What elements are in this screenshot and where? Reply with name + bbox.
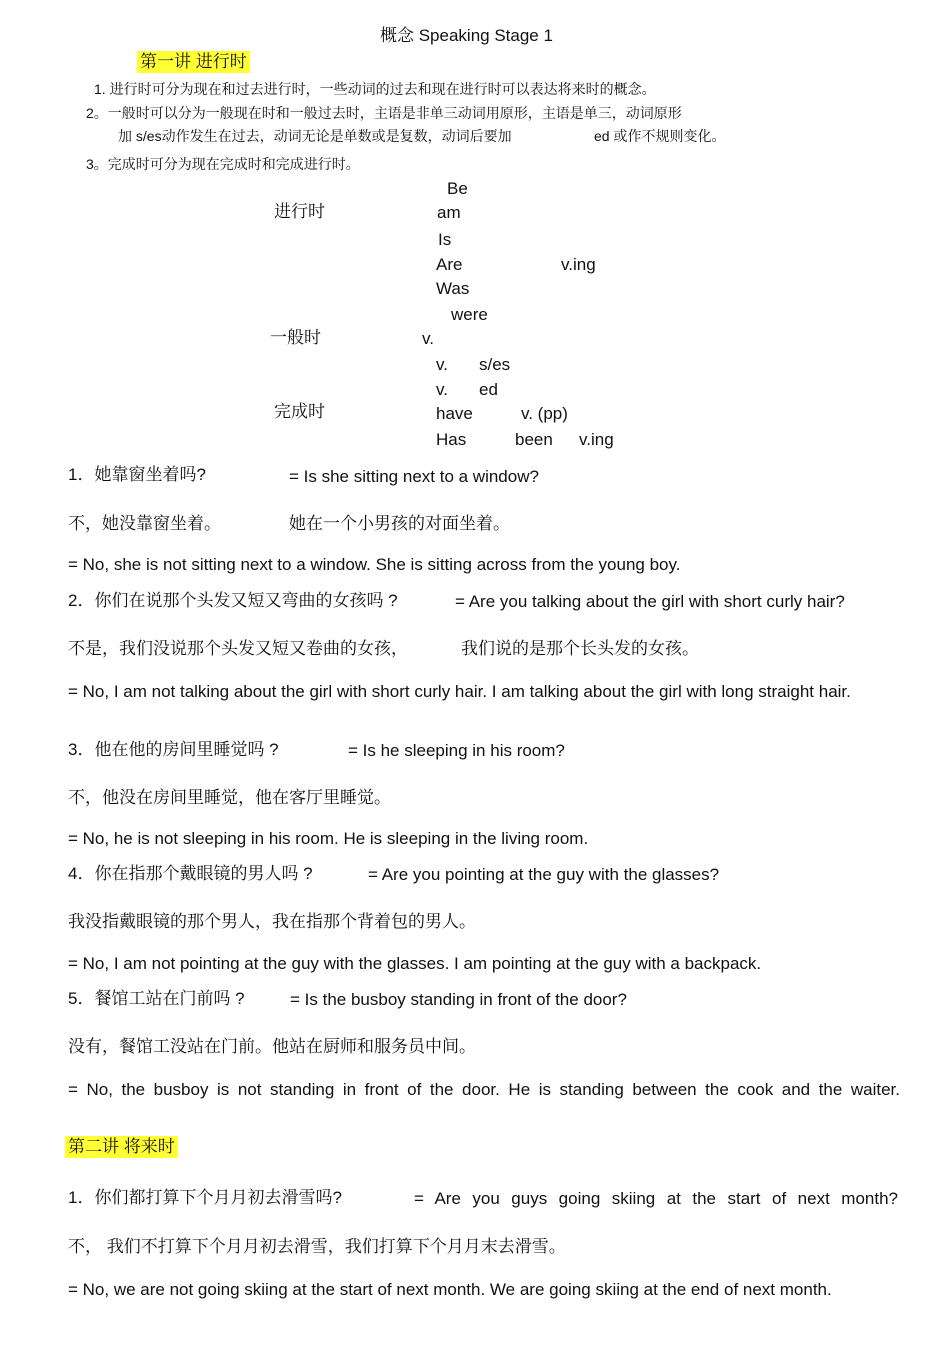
answer-5-cn: 没有，餐馆工没站在门前。他站在厨师和服务员中间。 [68,1037,476,1056]
table-v: v. [422,329,434,348]
table-was: Was [436,279,470,298]
answer-3-en: = No, he is not sleeping in his room. He is sleeping in the living room. [68,829,589,848]
answer-4-en: = No, I am not pointing at the guy with the glasses. I am pointing at the guy with a backpack. [68,954,762,973]
answer-4-cn: 我没指戴眼镜的那个男人，我在指那个背着包的男人。 [68,912,476,931]
question-4-cn: 4．你在指那个戴眼镜的男人吗 ? [68,864,313,883]
table-v-ed: v. [436,380,448,399]
table-been: been [515,430,553,449]
answer-2-cn-part2: 我们说的是那个长头发的女孩。 [461,639,699,658]
note-2-ending: ed 或作不规则变化。 [594,128,726,144]
question-3-cn: 3．他在他的房间里睡觉吗 ? [68,740,279,759]
l2-answer-1-cn: 不， 我们不打算下个月月初去滑雪，我们打算下个月月末去滑雪。 [68,1237,566,1256]
table-ving-2: v.ing [579,430,614,449]
answer-2-cn-part1: 不是，我们没说那个头发又短又卷曲的女孩， [68,639,408,658]
label-simple: 一般时 [270,328,321,347]
question-4-en: = Are you pointing at the guy with the glasses? [368,865,720,884]
note-2-continued: 加 s/es动作发生在过去，动词无论是单数或是复数，动词后要加 [118,128,512,144]
lecture-2-heading: 第二讲 将来时 [65,1136,178,1158]
table-ving: v.ing [561,255,596,274]
l2-answer-1-en: = No, we are not going skiing at the start of next month. We are going skiing at the end of next month. [68,1280,832,1299]
question-2-en: = Are you talking about the girl with short curly hair? [455,592,845,611]
note-1: 1. 进行时可分为现在和过去进行时，一些动词的过去和现在进行时可以表达将来时的概念。 [94,81,656,97]
table-is: Is [438,230,452,249]
label-perfect: 完成时 [274,402,325,421]
l2-question-1-cn: 1．你们都打算下个月月初去滑雪吗? [68,1188,342,1207]
question-1-en: = Is she sitting next to a window? [289,467,539,486]
table-ed: ed [479,380,498,399]
table-be: Be [447,179,468,198]
question-1-cn: 1．她靠窗坐着吗? [68,465,206,484]
table-have: have [436,404,473,423]
note-2: 2。一般时可以分为一般现在时和一般过去时，主语是非单三动词用原形，主语是单三，动词原形 [86,105,682,121]
table-v-ses: v. [436,355,448,374]
answer-1-cn-part1: 不，她没靠窗坐着。 [68,514,221,533]
l2-question-1-en: = Are you guys going skiing at the start of next month? [414,1189,898,1208]
answer-2-en: = No, I am not talking about the girl with short curly hair. I am talking about the girl with long straight hair. [68,682,851,701]
question-3-en: = Is he sleeping in his room? [348,741,565,760]
table-are: Are [436,255,463,274]
answer-5-en: = No, the busboy is not standing in front of the door. He is standing between the cook and the waiter. [68,1080,900,1099]
table-vpp: v. (pp) [521,404,568,423]
note-3: 3。完成时可分为现在完成时和完成进行时。 [86,156,360,172]
answer-1-cn-part2: 她在一个小男孩的对面坐着。 [289,514,510,533]
question-5-cn: 5．餐馆工站在门前吗 ? [68,989,245,1008]
question-2-cn: 2．你们在说那个头发又短又弯曲的女孩吗 ? [68,591,398,610]
lecture-1-heading: 第一讲 进行时 [137,51,250,73]
answer-3-cn: 不，他没在房间里睡觉，他在客厅里睡觉。 [68,788,391,807]
table-am: am [437,203,461,222]
table-has: Has [436,430,467,449]
answer-1-en: = No, she is not sitting next to a window. She is sitting across from the young boy. [68,555,681,574]
label-progressive: 进行时 [274,202,325,221]
page-title: 概念 Speaking Stage 1 [380,26,553,45]
question-5-en: = Is the busboy standing in front of the door? [290,990,627,1009]
table-ses: s/es [479,355,511,374]
table-were: were [451,305,488,324]
